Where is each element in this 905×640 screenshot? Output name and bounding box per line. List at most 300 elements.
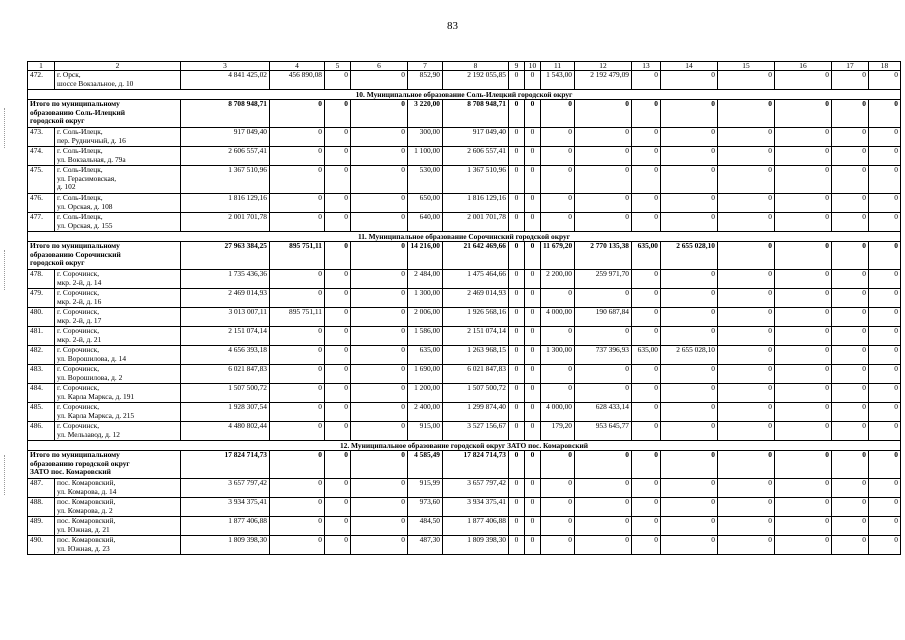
value-cell-col-4: 895 751,11 bbox=[270, 242, 325, 270]
value-cell-col-11: 0 bbox=[541, 128, 575, 147]
address-line: г. Сорочинск, bbox=[57, 421, 100, 430]
value-cell-col-18: 0 bbox=[869, 403, 901, 422]
value-cell-col-9: 0 bbox=[509, 517, 525, 536]
address-line: ул. Южная, д. 23 bbox=[57, 543, 110, 553]
value-cell-col-5: 0 bbox=[325, 213, 351, 232]
value-cell-col-11: 179,20 bbox=[541, 422, 575, 441]
value-cell-col-16: 0 bbox=[775, 346, 832, 365]
row-number: 480. bbox=[28, 308, 55, 327]
value-cell-col-4: 0 bbox=[270, 213, 325, 232]
value-cell-col-12: 0 bbox=[575, 365, 632, 384]
data-table bbox=[27, 61, 901, 555]
value-cell-col-6: 0 bbox=[351, 403, 408, 422]
value-cell-col-10: 0 bbox=[525, 308, 541, 327]
value-cell-col-5: 0 bbox=[325, 308, 351, 327]
value-cell-col-3: 1 735 436,36 bbox=[181, 270, 270, 289]
value-cell-col-8: 1 816 129,16 bbox=[443, 194, 509, 213]
address-cell bbox=[55, 498, 181, 517]
value-cell-col-12: 190 687,84 bbox=[575, 308, 632, 327]
address-cell bbox=[55, 365, 181, 384]
value-cell-col-6: 0 bbox=[351, 536, 408, 555]
value-cell-col-12: 0 bbox=[575, 536, 632, 555]
value-cell-col-15: 0 bbox=[718, 194, 775, 213]
value-cell-col-11: 11 679,20 bbox=[541, 242, 575, 270]
value-cell-col-4: 0 bbox=[270, 403, 325, 422]
address-line: ул. Южная, д. 21 bbox=[57, 524, 110, 534]
value-cell-col-15: 0 bbox=[718, 100, 775, 128]
value-cell-col-10: 0 bbox=[525, 128, 541, 147]
value-cell-col-13: 0 bbox=[632, 166, 661, 194]
address-line: г. Сорочинск, bbox=[57, 269, 100, 278]
address-line: г. Соль-Илецк, bbox=[57, 146, 103, 155]
subtotal-row bbox=[28, 242, 901, 270]
column-number-18: 18 bbox=[869, 62, 901, 71]
value-cell-col-13: 635,00 bbox=[632, 346, 661, 365]
value-cell-col-9: 0 bbox=[509, 536, 525, 555]
value-cell-col-7: 2 484,00 bbox=[408, 270, 443, 289]
address-line: ул. Ворошилова, д. 2 bbox=[57, 372, 123, 382]
value-cell-col-8: 2 192 055,85 bbox=[443, 71, 509, 90]
value-cell-col-14: 0 bbox=[661, 498, 718, 517]
value-cell-col-8: 3 934 375,41 bbox=[443, 498, 509, 517]
value-cell-col-15: 0 bbox=[718, 166, 775, 194]
address-cell bbox=[55, 270, 181, 289]
column-number-3: 3 bbox=[181, 62, 270, 71]
value-cell-col-13: 0 bbox=[632, 517, 661, 536]
value-cell-col-9: 0 bbox=[509, 346, 525, 365]
value-cell-col-3: 1 816 129,16 bbox=[181, 194, 270, 213]
value-cell-col-13: 0 bbox=[632, 100, 661, 128]
address-line: ул. Герасимовская, bbox=[57, 173, 117, 183]
column-number-7: 7 bbox=[408, 62, 443, 71]
value-cell-col-18: 0 bbox=[869, 289, 901, 308]
table-body bbox=[28, 62, 901, 555]
value-cell-col-11: 0 bbox=[541, 327, 575, 346]
value-cell-col-10: 0 bbox=[525, 422, 541, 441]
value-cell-col-13: 0 bbox=[632, 270, 661, 289]
column-number-8: 8 bbox=[443, 62, 509, 71]
value-cell-col-6: 0 bbox=[351, 194, 408, 213]
value-cell-col-6: 0 bbox=[351, 384, 408, 403]
value-cell-col-14: 0 bbox=[661, 517, 718, 536]
row-number: 477. bbox=[28, 213, 55, 232]
value-cell-col-5: 0 bbox=[325, 194, 351, 213]
address-line: ул. Орская, д. 108 bbox=[57, 201, 113, 211]
address-cell bbox=[55, 147, 181, 166]
address-line: г. Сорочинск, bbox=[57, 383, 100, 392]
value-cell-col-15: 0 bbox=[718, 71, 775, 90]
value-cell-col-12: 0 bbox=[575, 517, 632, 536]
value-cell-col-16: 0 bbox=[775, 289, 832, 308]
address-line: мкр. 2-й, д. 16 bbox=[57, 296, 102, 306]
value-cell-col-4: 0 bbox=[270, 194, 325, 213]
value-cell-col-17: 0 bbox=[832, 384, 869, 403]
margin-mark-bottom bbox=[4, 455, 9, 495]
column-number-10: 10 bbox=[525, 62, 541, 71]
address-cell bbox=[55, 384, 181, 403]
value-cell-col-9: 0 bbox=[509, 479, 525, 498]
value-cell-col-15: 0 bbox=[718, 517, 775, 536]
value-cell-col-18: 0 bbox=[869, 270, 901, 289]
value-cell-col-4: 0 bbox=[270, 498, 325, 517]
value-cell-col-18: 0 bbox=[869, 147, 901, 166]
value-cell-col-16: 0 bbox=[775, 498, 832, 517]
address-line: ул. Карла Маркса, д. 215 bbox=[57, 410, 135, 420]
value-cell-col-13: 0 bbox=[632, 128, 661, 147]
label-line: образованию Соль-Илецкий bbox=[30, 107, 125, 117]
value-cell-col-18: 0 bbox=[869, 422, 901, 441]
value-cell-col-17: 0 bbox=[832, 308, 869, 327]
value-cell-col-6: 0 bbox=[351, 327, 408, 346]
label-line: Итого по муниципальному bbox=[30, 241, 120, 250]
value-cell-col-8: 3 657 797,42 bbox=[443, 479, 509, 498]
value-cell-col-13: 0 bbox=[632, 327, 661, 346]
subtotal-label bbox=[28, 242, 181, 270]
value-cell-col-7: 915,99 bbox=[408, 479, 443, 498]
value-cell-col-6: 0 bbox=[351, 308, 408, 327]
value-cell-col-10: 0 bbox=[525, 289, 541, 308]
value-cell-col-8: 1 367 510,96 bbox=[443, 166, 509, 194]
value-cell-col-12: 2 770 135,38 bbox=[575, 242, 632, 270]
subtotal-label bbox=[28, 451, 181, 479]
row-number: 485. bbox=[28, 403, 55, 422]
row-number: 474. bbox=[28, 147, 55, 166]
value-cell-col-17: 0 bbox=[832, 517, 869, 536]
value-cell-col-6: 0 bbox=[351, 147, 408, 166]
value-cell-col-16: 0 bbox=[775, 308, 832, 327]
value-cell-col-14: 2 655 028,10 bbox=[661, 242, 718, 270]
label-line: образованию городской округ bbox=[30, 458, 130, 468]
value-cell-col-7: 635,00 bbox=[408, 346, 443, 365]
value-cell-col-11: 0 bbox=[541, 166, 575, 194]
value-cell-col-5: 0 bbox=[325, 536, 351, 555]
table-row bbox=[28, 365, 901, 384]
value-cell-col-6: 0 bbox=[351, 166, 408, 194]
address-cell bbox=[55, 308, 181, 327]
value-cell-col-14: 0 bbox=[661, 536, 718, 555]
table-row bbox=[28, 517, 901, 536]
column-number-6: 6 bbox=[351, 62, 408, 71]
value-cell-col-3: 3 657 797,42 bbox=[181, 479, 270, 498]
value-cell-col-16: 0 bbox=[775, 403, 832, 422]
value-cell-col-9: 0 bbox=[509, 71, 525, 90]
value-cell-col-14: 0 bbox=[661, 308, 718, 327]
table-row bbox=[28, 147, 901, 166]
section-header bbox=[28, 441, 901, 451]
value-cell-col-18: 0 bbox=[869, 308, 901, 327]
address-line: г. Сорочинск, bbox=[57, 345, 100, 354]
value-cell-col-11: 0 bbox=[541, 213, 575, 232]
value-cell-col-12: 0 bbox=[575, 451, 632, 479]
address-cell bbox=[55, 166, 181, 194]
value-cell-col-9: 0 bbox=[509, 270, 525, 289]
value-cell-col-16: 0 bbox=[775, 100, 832, 128]
value-cell-col-11: 4 000,00 bbox=[541, 308, 575, 327]
value-cell-col-12: 0 bbox=[575, 128, 632, 147]
value-cell-col-17: 0 bbox=[832, 365, 869, 384]
value-cell-col-7: 3 220,00 bbox=[408, 100, 443, 128]
table-row bbox=[28, 128, 901, 147]
value-cell-col-16: 0 bbox=[775, 166, 832, 194]
value-cell-col-14: 0 bbox=[661, 422, 718, 441]
value-cell-col-9: 0 bbox=[509, 147, 525, 166]
value-cell-col-18: 0 bbox=[869, 451, 901, 479]
value-cell-col-4: 0 bbox=[270, 365, 325, 384]
address-cell bbox=[55, 422, 181, 441]
value-cell-col-7: 300,00 bbox=[408, 128, 443, 147]
value-cell-col-10: 0 bbox=[525, 498, 541, 517]
value-cell-col-6: 0 bbox=[351, 365, 408, 384]
value-cell-col-4: 0 bbox=[270, 384, 325, 403]
row-number: 486. bbox=[28, 422, 55, 441]
value-cell-col-6: 0 bbox=[351, 498, 408, 517]
section-header bbox=[28, 90, 901, 100]
row-number: 476. bbox=[28, 194, 55, 213]
value-cell-col-16: 0 bbox=[775, 365, 832, 384]
value-cell-col-10: 0 bbox=[525, 365, 541, 384]
value-cell-col-5: 0 bbox=[325, 498, 351, 517]
value-cell-col-7: 1 586,00 bbox=[408, 327, 443, 346]
value-cell-col-7: 640,00 bbox=[408, 213, 443, 232]
value-cell-col-6: 0 bbox=[351, 422, 408, 441]
value-cell-col-14: 0 bbox=[661, 327, 718, 346]
address-line: ул. Ворошилова, д. 14 bbox=[57, 353, 127, 363]
value-cell-col-5: 0 bbox=[325, 517, 351, 536]
value-cell-col-18: 0 bbox=[869, 194, 901, 213]
value-cell-col-18: 0 bbox=[869, 365, 901, 384]
value-cell-col-4: 0 bbox=[270, 270, 325, 289]
value-cell-col-15: 0 bbox=[718, 147, 775, 166]
value-cell-col-14: 0 bbox=[661, 100, 718, 128]
value-cell-col-11: 1 300,00 bbox=[541, 346, 575, 365]
value-cell-col-15: 0 bbox=[718, 242, 775, 270]
value-cell-col-16: 0 bbox=[775, 71, 832, 90]
table-row bbox=[28, 213, 901, 232]
value-cell-col-9: 0 bbox=[509, 166, 525, 194]
value-cell-col-15: 0 bbox=[718, 536, 775, 555]
value-cell-col-11: 0 bbox=[541, 365, 575, 384]
value-cell-col-14: 0 bbox=[661, 194, 718, 213]
address-line: г. Сорочинск, bbox=[57, 364, 100, 373]
value-cell-col-13: 0 bbox=[632, 451, 661, 479]
value-cell-col-7: 1 100,00 bbox=[408, 147, 443, 166]
value-cell-col-3: 3 934 375,41 bbox=[181, 498, 270, 517]
value-cell-col-7: 1 690,00 bbox=[408, 365, 443, 384]
value-cell-col-6: 0 bbox=[351, 517, 408, 536]
table-row bbox=[28, 384, 901, 403]
label-line: Итого по муниципальному bbox=[30, 99, 120, 108]
value-cell-col-12: 0 bbox=[575, 194, 632, 213]
address-line: г. Сорочинск, bbox=[57, 288, 100, 297]
address-cell bbox=[55, 479, 181, 498]
address-line: мкр. 2-й, д. 21 bbox=[57, 334, 102, 344]
value-cell-col-9: 0 bbox=[509, 384, 525, 403]
value-cell-col-7: 4 585,49 bbox=[408, 451, 443, 479]
value-cell-col-3: 4 656 393,18 bbox=[181, 346, 270, 365]
section-title: 12. Муниципальное образование городской округ ЗАТО пос. Комаровский bbox=[28, 441, 901, 451]
value-cell-col-11: 2 200,00 bbox=[541, 270, 575, 289]
address-line: д. 102 bbox=[57, 182, 76, 192]
value-cell-col-15: 0 bbox=[718, 270, 775, 289]
address-line: пер. Рудничный, д. 16 bbox=[57, 135, 126, 145]
value-cell-col-10: 0 bbox=[525, 242, 541, 270]
value-cell-col-8: 1 877 406,88 bbox=[443, 517, 509, 536]
value-cell-col-16: 0 bbox=[775, 479, 832, 498]
value-cell-col-3: 4 480 802,44 bbox=[181, 422, 270, 441]
address-line: г. Орск, bbox=[57, 70, 81, 79]
value-cell-col-3: 3 013 007,11 bbox=[181, 308, 270, 327]
table-row bbox=[28, 308, 901, 327]
value-cell-col-11: 0 bbox=[541, 479, 575, 498]
value-cell-col-5: 0 bbox=[325, 327, 351, 346]
address-cell bbox=[55, 71, 181, 90]
value-cell-col-4: 0 bbox=[270, 346, 325, 365]
value-cell-col-3: 2 001 701,78 bbox=[181, 213, 270, 232]
value-cell-col-17: 0 bbox=[832, 100, 869, 128]
address-line: мкр. 2-й, д. 14 bbox=[57, 277, 102, 287]
value-cell-col-13: 635,00 bbox=[632, 242, 661, 270]
value-cell-col-17: 0 bbox=[832, 451, 869, 479]
value-cell-col-15: 0 bbox=[718, 479, 775, 498]
value-cell-col-9: 0 bbox=[509, 194, 525, 213]
value-cell-col-15: 0 bbox=[718, 384, 775, 403]
value-cell-col-12: 0 bbox=[575, 166, 632, 194]
value-cell-col-18: 0 bbox=[869, 327, 901, 346]
value-cell-col-9: 0 bbox=[509, 403, 525, 422]
row-number: 473. bbox=[28, 128, 55, 147]
value-cell-col-17: 0 bbox=[832, 166, 869, 194]
value-cell-col-7: 852,90 bbox=[408, 71, 443, 90]
value-cell-col-18: 0 bbox=[869, 479, 901, 498]
column-number-1: 1 bbox=[28, 62, 55, 71]
value-cell-col-6: 0 bbox=[351, 213, 408, 232]
value-cell-col-10: 0 bbox=[525, 166, 541, 194]
value-cell-col-3: 2 606 557,41 bbox=[181, 147, 270, 166]
value-cell-col-17: 0 bbox=[832, 194, 869, 213]
address-line: пос. Комаровский, bbox=[57, 516, 116, 525]
value-cell-col-11: 1 543,00 bbox=[541, 71, 575, 90]
value-cell-col-6: 0 bbox=[351, 479, 408, 498]
value-cell-col-14: 0 bbox=[661, 71, 718, 90]
value-cell-col-3: 17 824 714,73 bbox=[181, 451, 270, 479]
value-cell-col-3: 2 469 014,93 bbox=[181, 289, 270, 308]
value-cell-col-18: 0 bbox=[869, 166, 901, 194]
value-cell-col-14: 0 bbox=[661, 403, 718, 422]
margin-mark-middle bbox=[4, 250, 9, 290]
value-cell-col-12: 628 433,14 bbox=[575, 403, 632, 422]
value-cell-col-13: 0 bbox=[632, 422, 661, 441]
value-cell-col-16: 0 bbox=[775, 536, 832, 555]
value-cell-col-14: 2 655 028,10 bbox=[661, 346, 718, 365]
value-cell-col-14: 0 bbox=[661, 270, 718, 289]
column-number-16: 16 bbox=[775, 62, 832, 71]
value-cell-col-18: 0 bbox=[869, 517, 901, 536]
column-number-9: 9 bbox=[509, 62, 525, 71]
value-cell-col-15: 0 bbox=[718, 346, 775, 365]
value-cell-col-10: 0 bbox=[525, 403, 541, 422]
value-cell-col-8: 8 708 948,71 bbox=[443, 100, 509, 128]
section-header bbox=[28, 232, 901, 242]
value-cell-col-10: 0 bbox=[525, 327, 541, 346]
row-number: 488. bbox=[28, 498, 55, 517]
value-cell-col-13: 0 bbox=[632, 213, 661, 232]
table-row bbox=[28, 498, 901, 517]
label-line: Итого по муниципальному bbox=[30, 450, 120, 459]
value-cell-col-18: 0 bbox=[869, 384, 901, 403]
value-cell-col-13: 0 bbox=[632, 403, 661, 422]
table-row bbox=[28, 536, 901, 555]
value-cell-col-3: 8 708 948,71 bbox=[181, 100, 270, 128]
value-cell-col-3: 917 049,40 bbox=[181, 128, 270, 147]
row-number: 483. bbox=[28, 365, 55, 384]
value-cell-col-15: 0 bbox=[718, 128, 775, 147]
value-cell-col-16: 0 bbox=[775, 147, 832, 166]
value-cell-col-4: 0 bbox=[270, 422, 325, 441]
value-cell-col-9: 0 bbox=[509, 308, 525, 327]
address-cell bbox=[55, 327, 181, 346]
table-row bbox=[28, 270, 901, 289]
value-cell-col-15: 0 bbox=[718, 451, 775, 479]
value-cell-col-8: 2 151 074,14 bbox=[443, 327, 509, 346]
table-row bbox=[28, 166, 901, 194]
label-line: городской округ bbox=[30, 258, 85, 268]
address-cell bbox=[55, 346, 181, 365]
value-cell-col-3: 1 809 398,30 bbox=[181, 536, 270, 555]
row-number: 475. bbox=[28, 166, 55, 194]
value-cell-col-3: 4 841 425,02 bbox=[181, 71, 270, 90]
value-cell-col-17: 0 bbox=[832, 346, 869, 365]
value-cell-col-18: 0 bbox=[869, 213, 901, 232]
value-cell-col-4: 0 bbox=[270, 517, 325, 536]
value-cell-col-5: 0 bbox=[325, 384, 351, 403]
subtotal-label bbox=[28, 100, 181, 128]
value-cell-col-10: 0 bbox=[525, 270, 541, 289]
value-cell-col-17: 0 bbox=[832, 147, 869, 166]
section-title: 10. Муниципальное образование Соль-Илецкий городской округ bbox=[28, 90, 901, 100]
value-cell-col-9: 0 bbox=[509, 242, 525, 270]
column-number-17: 17 bbox=[832, 62, 869, 71]
value-cell-col-12: 0 bbox=[575, 147, 632, 166]
value-cell-col-5: 0 bbox=[325, 166, 351, 194]
address-line: г. Сорочинск, bbox=[57, 307, 100, 316]
value-cell-col-10: 0 bbox=[525, 213, 541, 232]
value-cell-col-11: 0 bbox=[541, 194, 575, 213]
value-cell-col-17: 0 bbox=[832, 498, 869, 517]
address-cell bbox=[55, 403, 181, 422]
address-line: г. Соль-Илецк, bbox=[57, 193, 103, 202]
value-cell-col-15: 0 bbox=[718, 308, 775, 327]
value-cell-col-5: 0 bbox=[325, 346, 351, 365]
value-cell-col-5: 0 bbox=[325, 128, 351, 147]
address-line: пос. Комаровский, bbox=[57, 478, 116, 487]
value-cell-col-6: 0 bbox=[351, 100, 408, 128]
value-cell-col-11: 0 bbox=[541, 147, 575, 166]
value-cell-col-3: 1 507 500,72 bbox=[181, 384, 270, 403]
value-cell-col-5: 0 bbox=[325, 270, 351, 289]
value-cell-col-14: 0 bbox=[661, 166, 718, 194]
subtotal-row bbox=[28, 451, 901, 479]
value-cell-col-14: 0 bbox=[661, 147, 718, 166]
value-cell-col-6: 0 bbox=[351, 346, 408, 365]
value-cell-col-7: 1 300,00 bbox=[408, 289, 443, 308]
address-cell bbox=[55, 289, 181, 308]
value-cell-col-15: 0 bbox=[718, 403, 775, 422]
value-cell-col-8: 3 527 156,67 bbox=[443, 422, 509, 441]
value-cell-col-11: 0 bbox=[541, 498, 575, 517]
value-cell-col-18: 0 bbox=[869, 128, 901, 147]
value-cell-col-3: 2 151 074,14 bbox=[181, 327, 270, 346]
value-cell-col-13: 0 bbox=[632, 194, 661, 213]
